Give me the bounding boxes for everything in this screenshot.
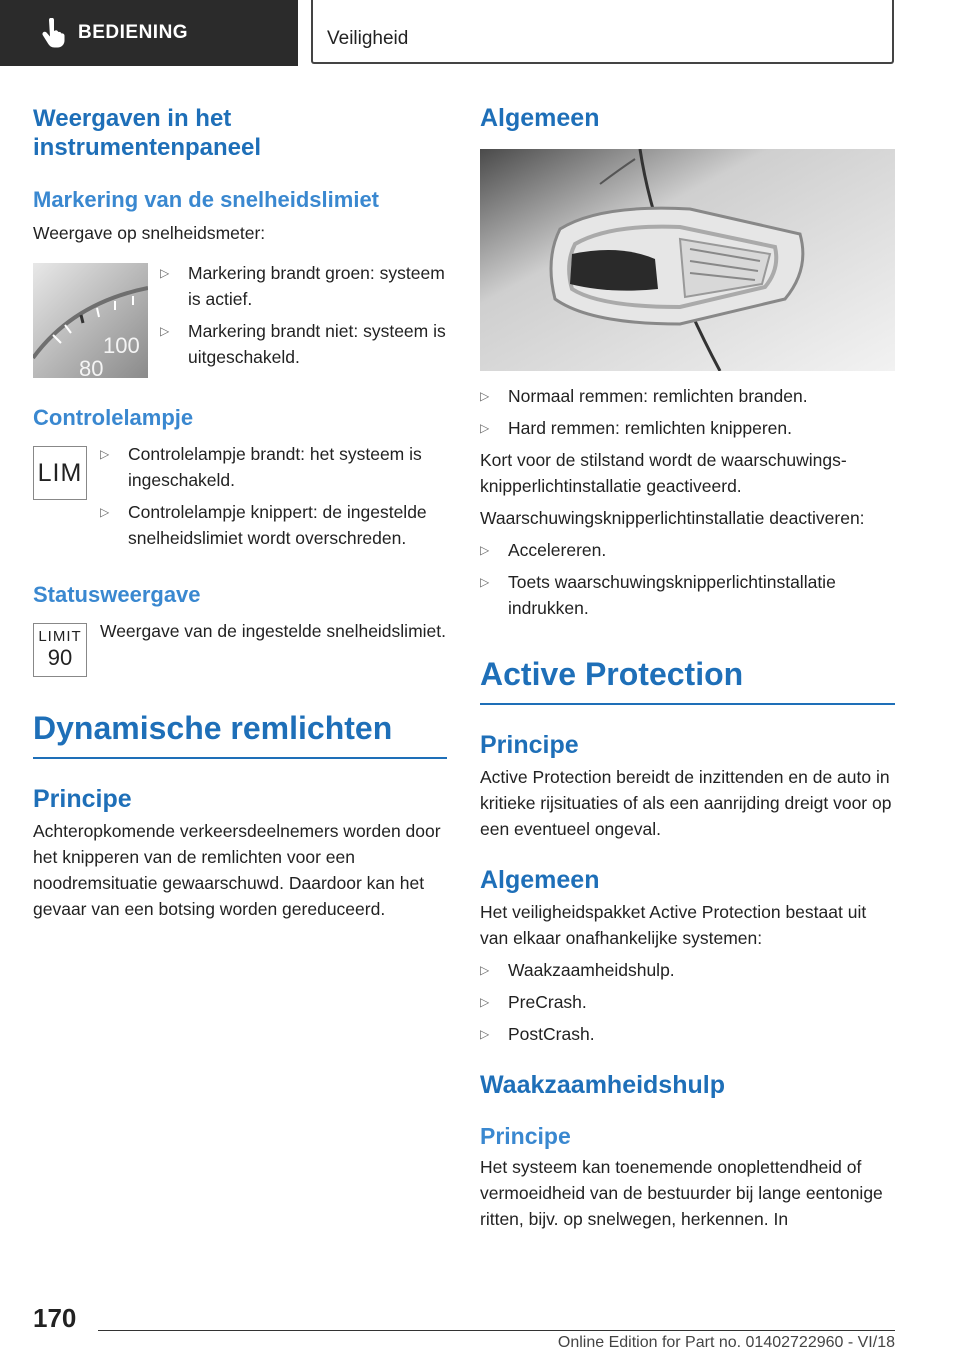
heading-principe: Principe xyxy=(33,785,132,813)
heading-waakzaamheidshulp: Waakzaamheidshulp xyxy=(480,1071,725,1099)
list-item: ▷ PostCrash. xyxy=(480,1021,895,1047)
section-rule xyxy=(480,703,895,705)
list-item: ▷ Controlelampje knippert: de ingestelde snelheidslimiet wordt overschreden. xyxy=(100,499,447,551)
chapter-title: Veiligheid xyxy=(327,28,409,49)
triangle-right-outline-icon: ▷ xyxy=(480,995,490,1009)
triangle-right-outline-icon: ▷ xyxy=(480,1027,490,1041)
heading-statusweergave: Statusweergave xyxy=(33,582,201,607)
triangle-right-outline-icon: ▷ xyxy=(160,324,170,338)
heading-algemeen: Algemeen xyxy=(480,866,600,894)
text-kort: Kort voor de stilstand wordt de waarschuwingsknipperlichtinstallatie geactiveerd. xyxy=(480,450,847,496)
heading-algemeen: Algemeen xyxy=(480,104,600,132)
text-principe-waakzaam: Het systeem kan toenemende onoplettendheid of vermoeidheid van de bestuurder bij lange eentonige ritten, bijv. op snelwegen, herkennen. In xyxy=(480,1157,883,1229)
footer-rule xyxy=(98,1330,895,1331)
chapter-title-box xyxy=(311,0,894,64)
triangle-right-outline-icon: ▷ xyxy=(480,389,490,403)
triangle-right-outline-icon: ▷ xyxy=(480,575,490,589)
text-status: Weergave van de ingestelde snelheidslimiet. xyxy=(100,621,446,641)
triangle-right-outline-icon: ▷ xyxy=(480,421,490,435)
heading-principe-sub: Principe xyxy=(480,1123,571,1149)
list-item: ▷ Markering brandt groen: systeem is actief. xyxy=(160,260,447,312)
triangle-right-outline-icon: ▷ xyxy=(160,266,170,280)
footer-edition: Online Edition for Part no. 01402722960 - VI/18 xyxy=(557,1334,895,1351)
section-label: BEDIENING xyxy=(78,22,189,43)
list-item: ▷ Accelereren. xyxy=(480,537,895,563)
text-principe: Active Protection bereidt de inzittenden en de auto in kritieke rijsituaties of als een aanrijding dreigt voor op een eventueel ongeval. xyxy=(480,767,892,839)
speedometer-image xyxy=(33,263,148,378)
heading-weergaven: Weergaven in het instrumentenpaneel xyxy=(33,105,262,161)
heading-active-protection: Active Protection xyxy=(480,656,744,692)
section-tab xyxy=(0,0,298,66)
list-item: ▷ Normaal remmen: remlichten branden. xyxy=(480,383,895,409)
heading-markering: Markering van de snelheidslimiet xyxy=(33,187,380,212)
heading-principe: Principe xyxy=(480,731,579,759)
list-item: ▷ Toets waarschuwingsknipperlichtinstallatie indrukken. xyxy=(480,569,895,621)
list-item: ▷ Markering brandt niet: systeem is uitgeschakeld. xyxy=(160,318,447,370)
heading-controlelampje: Controlelampje xyxy=(33,405,194,430)
taillight-image xyxy=(480,149,895,371)
hand-pointer-icon xyxy=(40,18,66,48)
text-weergave-op: Weergave op snelheidsmeter: xyxy=(33,223,266,243)
list-item: ▷ Waakzaamheidshulp. xyxy=(480,957,895,983)
right-column xyxy=(480,96,895,1232)
list-item: ▷ PreCrash. xyxy=(480,989,895,1015)
triangle-right-outline-icon: ▷ xyxy=(480,543,490,557)
triangle-right-outline-icon: ▷ xyxy=(100,447,110,461)
triangle-right-outline-icon: ▷ xyxy=(480,963,490,977)
text-algemeen: Het veiligheidspakket Active Protection bestaat uit van elkaar onafhankelijke systemen: xyxy=(480,902,867,948)
heading-dynamische-remlichten: Dynamische remlichten xyxy=(33,710,393,746)
text-principe: Achteropkomende verkeersdeelnemers worden door het knipperen van de remlichten voor een noodremsituatie gewaarschuwd. Daardoor kan het gevaar van een botsing worden gereduceerd. xyxy=(33,821,441,919)
list-item: ▷ Hard remmen: remlichten knipperen. xyxy=(480,415,895,441)
section-rule xyxy=(33,757,447,759)
page-number: 170 xyxy=(33,1303,77,1333)
limit-status-icon: LIMIT 90 xyxy=(33,623,87,677)
triangle-right-outline-icon: ▷ xyxy=(100,505,110,519)
lim-indicator-icon: LIM xyxy=(33,446,87,500)
left-column xyxy=(33,96,447,922)
speedo-label-100: 100 xyxy=(103,333,140,358)
text-deactiveren: Waarschuwingsknipperlichtinstallatie deactiveren: xyxy=(480,508,865,528)
speedo-label-80: 80 xyxy=(79,356,104,378)
list-item: ▷ Controlelampje brandt: het systeem is ingeschakeld. xyxy=(100,441,447,493)
